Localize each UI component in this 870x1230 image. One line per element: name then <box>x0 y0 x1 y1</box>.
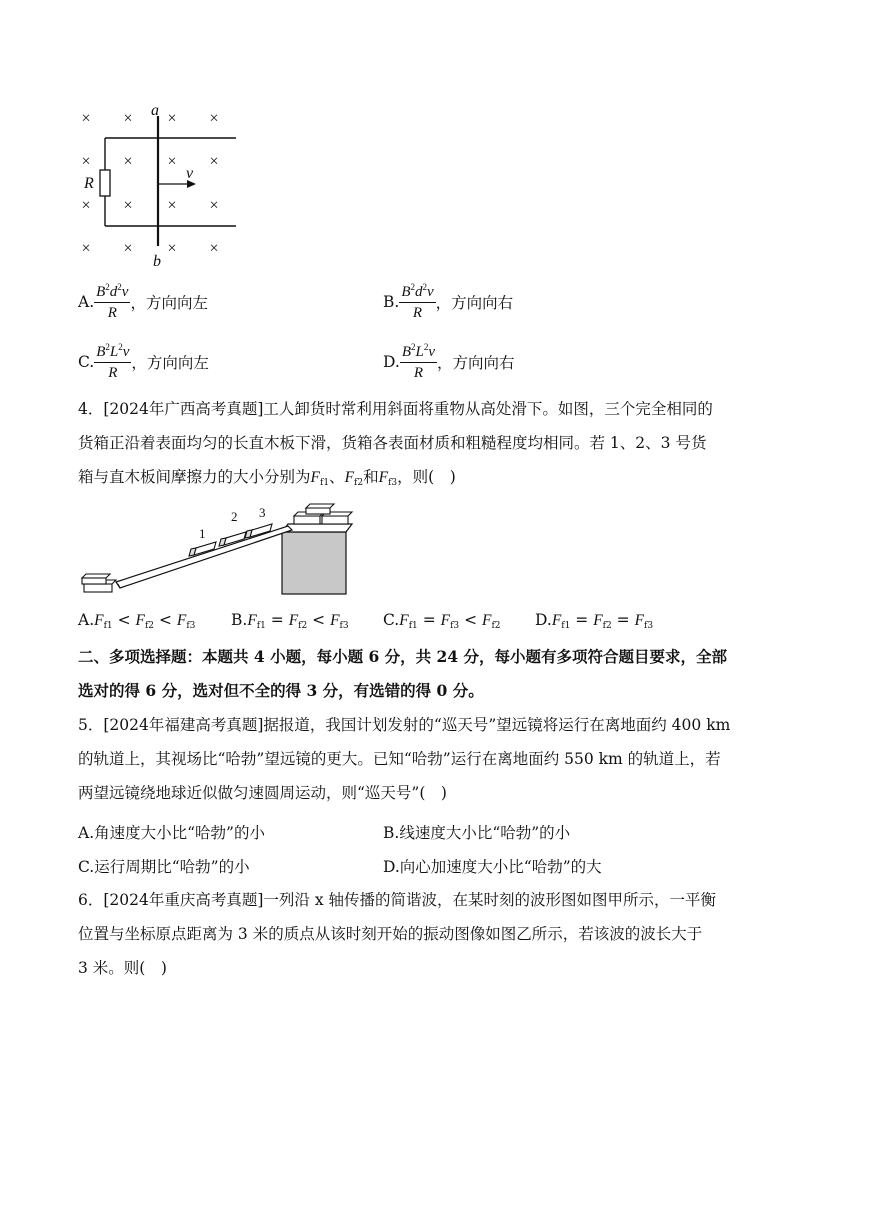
q3-option-a[interactable] <box>78 283 208 321</box>
q5-option-a[interactable]: A.角速度大小比“哈勃”的小 <box>78 824 265 842</box>
rod-label-a: a <box>151 102 159 119</box>
q4-option-d[interactable]: $D.F_{f1} = F_{f2} = F_{f3}$ <box>535 611 654 631</box>
option-fraction: $\frac{B^2d^2v}{R}$ <box>96 282 129 321</box>
box-label-3: 3 <box>259 505 266 520</box>
field-cross: × <box>167 153 177 170</box>
field-cross: × <box>209 153 219 170</box>
field-cross: × <box>209 110 219 127</box>
question-4-text <box>78 392 798 500</box>
magnetic-field-figure <box>70 98 250 273</box>
q4-line: 4．[2024年广西高考真题]工人卸货时常利用斜面将重物从高处滑下。如图，三个完全相同的 <box>78 400 713 418</box>
incline-figure <box>78 500 368 600</box>
field-cross: × <box>167 197 177 214</box>
q3-option-b[interactable] <box>383 283 513 321</box>
platform-top <box>282 524 352 532</box>
field-cross: × <box>123 110 133 127</box>
option-letter: C. <box>78 353 95 371</box>
q3-option-d[interactable] <box>383 343 515 381</box>
field-cross: × <box>123 240 133 257</box>
option-direction: ，方向向右 <box>435 294 514 312</box>
q4-option-a[interactable]: $A.F_{f1} < F_{f2} < F_{f3}$ <box>78 611 196 631</box>
option-fraction: $\frac{B^2d^2v}{R}$ <box>401 282 434 321</box>
field-cross: × <box>167 240 177 257</box>
q3-option-c[interactable] <box>78 343 209 381</box>
rod-label-b: b <box>153 253 161 270</box>
section-2-heading: 二、多项选择题：本题共 4 小题，每小题 6 分，共 24 分，每小题有多项符合题目要求，全部 选对的得 6 分，选对但不全的得 3 分，有选错的得 0 分。 <box>78 647 728 700</box>
option-letter: B. <box>383 293 400 311</box>
resistor-label: R <box>84 175 94 192</box>
q4-line: 货箱正沿着表面均匀的长直木板下滑，货箱各表面材质和粗糙程度均相同。若 1、2、3 号货 <box>78 434 707 452</box>
q4-line: 箱与直木板间摩擦力的大小分别为$F_{f1}$、$F_{f2}$和$F_{f3}$，则( ) <box>78 468 456 488</box>
field-cross: × <box>209 197 219 214</box>
field-cross: × <box>81 240 91 257</box>
ground-boxes <box>82 574 116 592</box>
q5-option-b[interactable]: B.线速度大小比“哈勃”的小 <box>383 824 571 842</box>
q5-option-c[interactable]: C.运行周期比“哈勃”的小 <box>78 858 250 876</box>
field-cross: × <box>81 197 91 214</box>
question-5-text: 5．[2024年福建高考真题]据报道，我国计划发射的“巡天号”望远镜将运行在离地面约 400 km 的轨道上，其视场比“哈勃”望远镜的更大。已知“哈勃”运行在离地面约 550 km 的轨道上，若 两望远镜绕地球近似做匀速圆周运动，则“巡天号”( ) <box>78 716 731 802</box>
question-6-text: 6．[2024年重庆高考真题]一列沿 x 轴传播的简谐波，在某时刻的波形图如图甲所示，一平衡 位置与坐标原点距离为 3 米的质点从该时刻开始的振动图像如图乙所示，若该波的波长大于 3 米。则( ) <box>78 891 717 977</box>
option-letter: D. <box>383 353 400 371</box>
option-fraction: $\frac{B^2L^2v}{R}$ <box>96 342 130 381</box>
box-label-2: 2 <box>231 509 238 524</box>
field-cross: × <box>123 197 133 214</box>
field-cross: × <box>209 240 219 257</box>
field-cross: × <box>81 110 91 127</box>
q4-option-b[interactable]: $B.F_{f1} = F_{f2} < F_{f3}$ <box>231 611 349 631</box>
option-letter: A. <box>78 293 95 311</box>
platform-boxes <box>294 504 352 524</box>
option-direction: ，方向向右 <box>437 354 515 372</box>
velocity-label: v <box>186 165 194 182</box>
option-fraction: $\frac{B^2L^2v}{R}$ <box>401 342 435 381</box>
box-label-1: 1 <box>199 526 206 541</box>
field-cross: × <box>123 153 133 170</box>
option-direction: ，方向向左 <box>130 294 208 312</box>
resistor <box>100 170 110 196</box>
q4-option-c[interactable]: $C.F_{f1} = F_{f3} < F_{f2}$ <box>383 611 501 631</box>
field-cross: × <box>81 153 91 170</box>
field-cross: × <box>167 110 177 127</box>
option-direction: ，方向向左 <box>131 354 209 372</box>
platform <box>282 532 346 594</box>
q5-option-d[interactable]: D.向心加速度大小比“哈勃”的大 <box>383 858 602 876</box>
